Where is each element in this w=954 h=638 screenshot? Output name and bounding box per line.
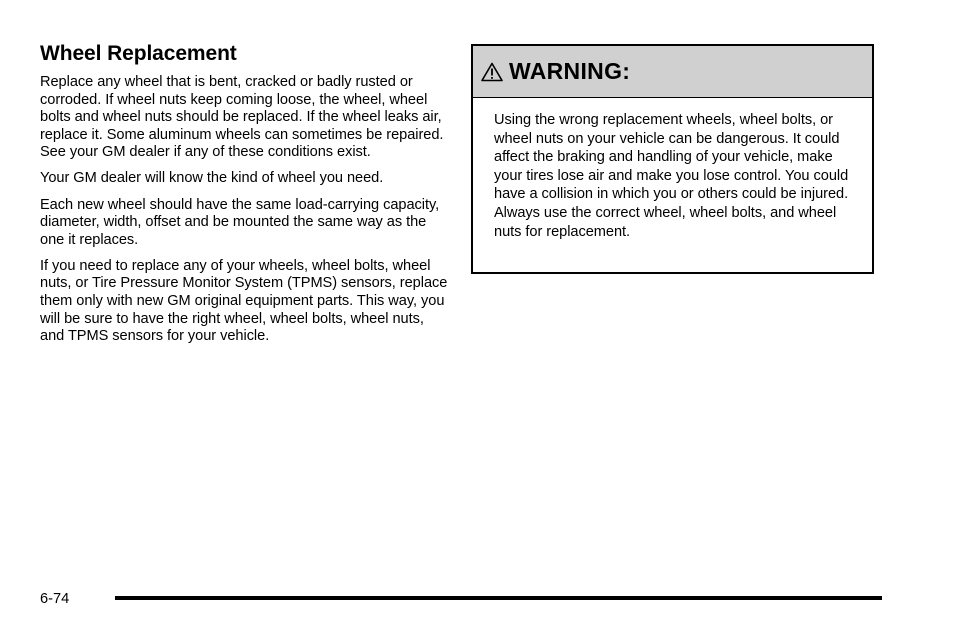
footer-divider — [115, 596, 882, 600]
paragraph-wheel-condition: Replace any wheel that is bent, cracked or badly rusted or corroded. If wheel nuts keep coming loose, the wheel, wheel bolts and wheel nuts should be replaced. If the wheel leaks air, replace it. Some aluminum wheels can sometimes be repaired. See your GM dealer if any of these conditions exist. — [40, 74, 444, 161]
section-title: Wheel Replacement — [40, 42, 237, 65]
main-column — [40, 40, 450, 354]
paragraph-load-capacity: Each new wheel should have the same load-carrying capacity, diameter, width, offset and be mounted the same way as the one it replaces. — [40, 196, 440, 248]
paragraph-dealer: Your GM dealer will know the kind of wheel you need. — [40, 170, 384, 187]
warning-header — [473, 46, 872, 98]
warning-title: WARNING: — [509, 58, 631, 84]
warning-box — [471, 44, 874, 274]
warning-body: Using the wrong replacement wheels, wheel bolts, or wheel nuts on your vehicle can be dangerous. It could affect the braking and handling of your vehicle, make your tires lose air and make you lose control. You could have a collision in which you or others could be injured. Always use the correct wheel, wheel bolts, and wheel nuts for replacement. — [494, 112, 849, 240]
page-number: 6-74 — [40, 591, 70, 607]
paragraph-original-parts: If you need to replace any of your wheels, wheel bolts, wheel nuts, or Tire Pressure Monitor System (TPMS) sensors, replace them only with new GM original equipment parts. This way, you will be sure to have the right wheel, wheel bolts, wheel nuts, and TPMS sensors for your vehicle. — [40, 257, 448, 345]
warning-triangle-icon — [481, 62, 503, 82]
